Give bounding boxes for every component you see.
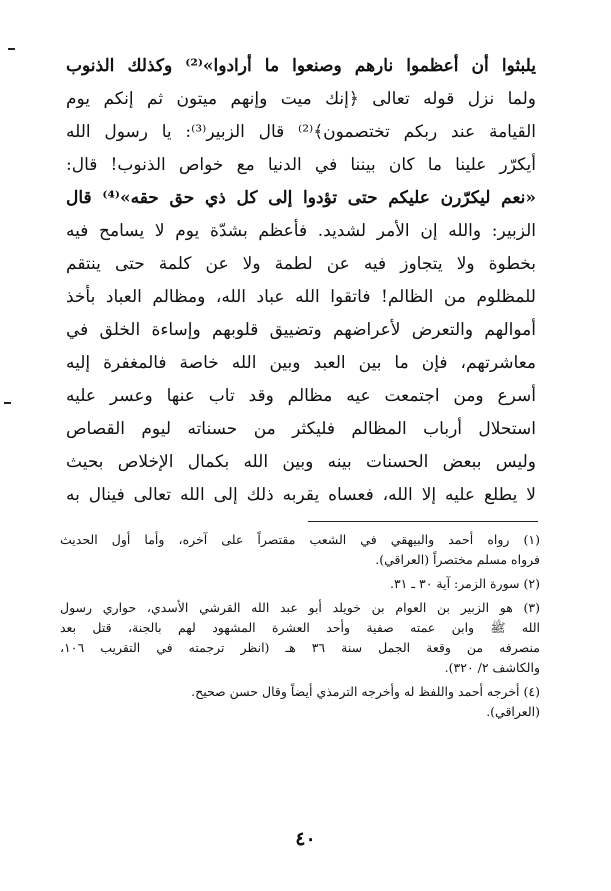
footnote	[60, 574, 540, 594]
text-line: أموالهم والتعرض لأعراضهم وتضييق قلوبهم وإساءة الخلق في	[66, 320, 536, 340]
text-line: للمظلوم من الظالم! فاتقوا الله عباد الله، ومظالم العباد بأخذ	[66, 287, 536, 307]
footnote	[60, 598, 540, 678]
footnote-line: (٢) سورة الزمر: آية ٣٠ ـ ٣١.	[389, 576, 540, 591]
footnote-line: (٣) هو الزبير بن العوام بن خويلد أبو عبد الله القرشي الأسدي، حواري رسول	[60, 600, 540, 615]
text-line: يلبثوا أن أعظموا نارهم وصنعوا ما أرادوا»⁽²⁾ وكذلك الذنوب	[66, 56, 536, 76]
footnote-separator	[308, 521, 538, 522]
main-text	[66, 50, 536, 512]
page-number: ٤٠	[295, 828, 316, 850]
text-line: وليس ببعض الحسنات بينه وبين الله بكمال الإخلاص بحيث	[66, 452, 536, 472]
text-line: «نعم ليكرّرن عليكم حتى تؤدوا إلى كل ذي حق حقه»⁽⁴⁾ قال	[66, 188, 536, 208]
text-line: معاشرتهم، فإن ما بين العبد وبين الله خاصة فالمغفرة إليه	[66, 353, 536, 373]
text-line: أيكرّر علينا ما كان بيننا في الدنيا مع خواص الذنوب! قال:	[66, 155, 536, 175]
footnote-line: منصرفه من وقعة الجمل سنة ٣٦ هـ (انظر ترجمته في التقريب ١٠٦،	[60, 640, 540, 655]
footnote-line: الله ﷺ وابن عمته صفية وأحد العشرة المشهود لهم بالجنة، قتل بعد	[60, 620, 540, 635]
footnote-line: والكاشف ٢/ ٣٢٠).	[444, 660, 540, 675]
footnote-line: (العراقي).	[486, 704, 540, 719]
text-line: بخطوة ولا يتجاوز فيه عن لطمة ولا عن كلمة حتى ينتقم	[66, 254, 536, 274]
footnotes	[60, 530, 540, 722]
margin-mark	[8, 48, 15, 50]
footnote-line: فرواه مسلم مختصراً (العراقي).	[375, 552, 540, 567]
footnote-line: (١) رواه أحمد والبيهقي في الشعب مقتصراً على آخره، وأما أول الحديث	[60, 532, 540, 547]
text-line: القيامة عند ربكم تختصمون﴾⁽²⁾ قال الزبير⁽³⁾: يا رسول الله	[66, 122, 536, 142]
footnote-line: (٤) أخرجه أحمد واللفظ له وأخرجه الترمذي أيضاً وقال حسن صحيح.	[191, 684, 540, 699]
margin-mark	[4, 402, 11, 404]
text-line: ولما نزل قوله تعالى ﴿إنك ميت وإنهم ميتون ثم إنكم يوم	[66, 89, 536, 109]
footnote	[60, 682, 540, 722]
text-line: أسرع ومن اجتمعت عيه مظالم وقد تاب عنها وعسر عليه	[66, 386, 536, 406]
footnote	[60, 530, 540, 570]
text-line: لا يطلع عليه إلا الله، فعساه يقربه ذلك إلى الله تعالى فينال به	[66, 485, 536, 505]
text-line: الزبير: والله إن الأمر لشديد. فأعظم بشدّة يوم لا يسامح فيه	[66, 221, 536, 241]
text-line: استحلال أرباب المظالم فليكثر من حسناته ليوم القصاص	[66, 419, 536, 439]
